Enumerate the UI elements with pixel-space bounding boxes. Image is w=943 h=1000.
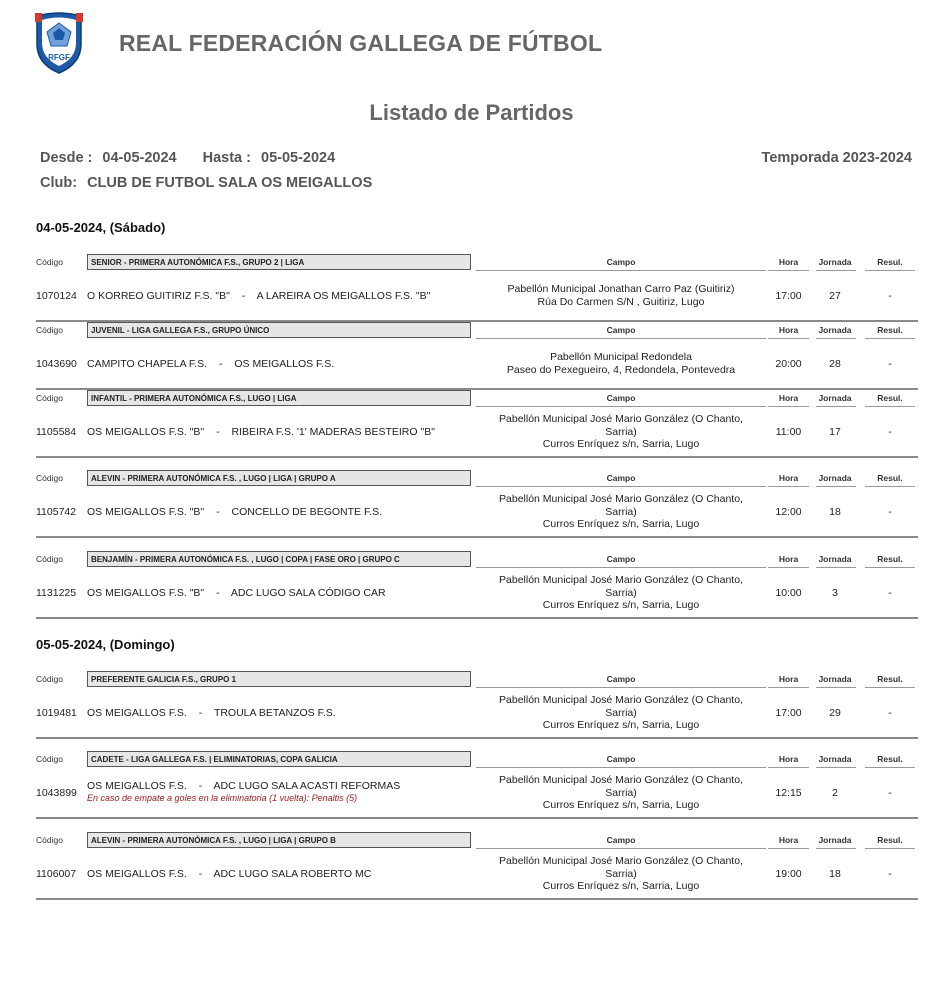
match-teams <box>87 358 334 370</box>
divider <box>768 486 809 487</box>
match-jornada: 27 <box>829 290 841 302</box>
match-jornada: 29 <box>829 707 841 719</box>
match-header <box>36 830 918 850</box>
page-header <box>33 10 913 76</box>
result-column-label: Resul. <box>877 325 903 335</box>
divider <box>865 486 915 487</box>
divider <box>865 270 915 271</box>
home-team: OS MEIGALLOS F.S. "B" <box>87 506 205 518</box>
venue-line: Pabellón Municipal José Mario González (O Chanto, <box>499 694 743 706</box>
divider <box>865 687 915 688</box>
divider <box>476 567 766 568</box>
venue-line: Curros Enríquez s/n, Sarria, Lugo <box>542 518 700 530</box>
report-filters <box>40 150 912 200</box>
jornada-column-label: Jornada <box>818 325 852 335</box>
match-venue <box>476 855 766 893</box>
logo-text: RFGF <box>48 53 70 62</box>
home-team: OS MEIGALLOS F.S. <box>87 868 187 880</box>
match-row <box>36 689 918 737</box>
divider <box>816 687 856 688</box>
match-row <box>36 488 918 536</box>
divider <box>476 338 766 339</box>
home-team: OS MEIGALLOS F.S. "B" <box>87 587 205 599</box>
result-column-label: Resul. <box>877 674 903 684</box>
match-row <box>36 408 918 456</box>
match-block <box>36 388 918 458</box>
match-teams <box>87 506 382 518</box>
match-time: 12:15 <box>775 787 802 799</box>
match-result: - <box>888 707 892 719</box>
divider <box>476 406 766 407</box>
divider <box>476 687 766 688</box>
campo-column-label: Campo <box>606 835 636 845</box>
team-separator: - <box>216 426 220 438</box>
divider <box>476 848 766 849</box>
home-team: O KORREO GUITIRIZ F.S. "B" <box>87 290 230 302</box>
divider <box>768 567 809 568</box>
competition-name: ALEVIN - PRIMERA AUTONÓMICA F.S. , LUGO | LIGA | GRUPO B <box>87 832 471 848</box>
venue-line: Rúa Do Carmen S/N , Guitiriz, Lugo <box>537 295 705 308</box>
match-code: 1106007 <box>36 868 77 880</box>
match-jornada: 18 <box>829 506 841 518</box>
divider <box>865 406 915 407</box>
home-team: OS MEIGALLOS F.S. <box>87 780 187 792</box>
match-row <box>36 850 918 898</box>
match-venue <box>476 413 766 451</box>
away-team: ADC LUGO SALA ACASTI REFORMAS <box>213 780 401 792</box>
divider <box>816 270 856 271</box>
hasta-value: 05-05-2024 <box>261 150 336 166</box>
match-venue <box>476 574 766 612</box>
venue-line: Pabellón Municipal José Mario González (O Chanto, <box>499 574 743 586</box>
campo-column-label: Campo <box>606 554 636 564</box>
hasta-label: Hasta : <box>202 150 251 166</box>
jornada-column-label: Jornada <box>818 754 852 764</box>
match-teams <box>87 587 386 599</box>
divider <box>476 767 766 768</box>
result-column-label: Resul. <box>877 257 903 267</box>
match-time: 20:00 <box>775 358 802 370</box>
match-venue <box>476 493 766 531</box>
campo-column-label: Campo <box>606 325 636 335</box>
club-label: Club: <box>40 175 78 191</box>
match-block <box>36 468 918 538</box>
divider <box>768 338 809 339</box>
venue-line: Curros Enríquez s/n, Sarria, Lugo <box>542 438 700 450</box>
desde-label: Desde : <box>40 150 93 166</box>
jornada-column-label: Jornada <box>818 554 852 564</box>
competition-name: INFANTIL - PRIMERA AUTONÓMICA F.S., LUGO | LIGA <box>87 390 471 406</box>
match-code: 1043899 <box>36 787 77 799</box>
divider <box>768 270 809 271</box>
divider <box>768 687 809 688</box>
divider <box>865 567 915 568</box>
divider <box>816 567 856 568</box>
rfgf-logo-icon <box>33 10 85 74</box>
result-column-label: Resul. <box>877 835 903 845</box>
codigo-column-label: Código <box>36 473 63 483</box>
match-code: 1105584 <box>36 426 77 438</box>
campo-column-label: Campo <box>606 473 636 483</box>
venue-line: Paseo do Pexegueiro, 4, Redondela, Pontevedra <box>506 363 736 376</box>
match-jornada: 28 <box>829 358 841 370</box>
codigo-column-label: Código <box>36 674 63 684</box>
home-team: CAMPITO CHAPELA F.S. <box>87 358 208 370</box>
competition-name: JUVENIL - LIGA GALLEGA F.S., GRUPO ÚNICO <box>87 322 471 338</box>
divider <box>476 486 766 487</box>
match-venue <box>476 774 766 812</box>
venue-line: Sarria) <box>605 867 637 880</box>
result-column-label: Resul. <box>877 393 903 403</box>
divider <box>816 406 856 407</box>
divider <box>865 338 915 339</box>
match-result: - <box>888 868 892 880</box>
match-code: 1105742 <box>36 506 77 518</box>
match-result: - <box>888 587 892 599</box>
team-separator: - <box>218 358 223 370</box>
team-separator: - <box>216 587 220 599</box>
match-result: - <box>888 426 892 438</box>
jornada-column-label: Jornada <box>818 257 852 267</box>
divider <box>768 767 809 768</box>
hora-column-label: Hora <box>778 257 799 267</box>
divider <box>768 848 809 849</box>
match-jornada: 17 <box>829 426 841 438</box>
match-block <box>36 252 918 322</box>
match-header <box>36 468 918 488</box>
campo-column-label: Campo <box>606 754 636 764</box>
venue-line: Sarria) <box>605 425 637 438</box>
away-team: OS MEIGALLOS F.S. <box>234 358 335 370</box>
campo-column-label: Campo <box>606 393 636 403</box>
venue-line: Pabellón Municipal Redondela <box>550 351 692 363</box>
venue-line: Curros Enríquez s/n, Sarria, Lugo <box>542 799 700 811</box>
venue-line: Sarria) <box>605 505 637 518</box>
campo-column-label: Campo <box>606 257 636 267</box>
match-block <box>36 830 918 900</box>
hora-column-label: Hora <box>778 393 799 403</box>
venue-line: Sarria) <box>605 706 637 719</box>
match-code: 1043690 <box>36 358 77 370</box>
venue-line: Curros Enríquez s/n, Sarria, Lugo <box>542 719 700 731</box>
codigo-column-label: Código <box>36 835 63 845</box>
match-time: 17:00 <box>775 290 802 302</box>
match-teams <box>87 780 400 792</box>
away-team: A LAREIRA OS MEIGALLOS F.S. "B" <box>256 290 431 302</box>
codigo-column-label: Código <box>36 393 63 403</box>
match-code: 1019481 <box>36 707 77 719</box>
match-header <box>36 388 918 408</box>
competition-name: BENJAMÍN - PRIMERA AUTONÓMICA F.S. , LUGO | COPA | FASE ORO | GRUPO C <box>87 551 471 567</box>
match-time: 12:00 <box>775 506 802 518</box>
competition-name: ALEVIN - PRIMERA AUTONÓMICA F.S. , LUGO | LIGA | GRUPO A <box>87 470 471 486</box>
match-code: 1070124 <box>36 290 77 302</box>
season-label: Temporada 2023-2024 <box>761 150 912 166</box>
home-team: OS MEIGALLOS F.S. <box>87 707 187 719</box>
venue-line: Sarria) <box>605 786 637 799</box>
codigo-column-label: Código <box>36 754 63 764</box>
jornada-column-label: Jornada <box>818 835 852 845</box>
divider <box>816 848 856 849</box>
result-column-label: Resul. <box>877 554 903 564</box>
day-heading: 05-05-2024, (Domingo) <box>36 637 175 652</box>
match-jornada: 3 <box>832 587 838 599</box>
away-team: ADC LUGO SALA CÓDIGO CAR <box>230 587 386 599</box>
match-time: 17:00 <box>775 707 802 719</box>
result-column-label: Resul. <box>877 473 903 483</box>
match-time: 11:00 <box>775 426 802 438</box>
divider <box>768 406 809 407</box>
home-team: OS MEIGALLOS F.S. "B" <box>87 426 205 438</box>
match-code: 1131225 <box>36 587 77 599</box>
venue-line: Pabellón Municipal José Mario González (O Chanto, <box>499 774 743 786</box>
match-result: - <box>888 358 892 370</box>
team-separator: - <box>198 707 203 719</box>
team-separator: - <box>216 506 220 518</box>
jornada-column-label: Jornada <box>818 674 852 684</box>
match-row <box>36 569 918 617</box>
hora-column-label: Hora <box>778 473 799 483</box>
match-jornada: 18 <box>829 868 841 880</box>
hora-column-label: Hora <box>778 835 799 845</box>
match-row <box>36 769 918 817</box>
away-team: ADC LUGO SALA ROBERTO MC <box>213 868 372 880</box>
match-time: 10:00 <box>775 587 802 599</box>
competition-name: CADETE - LIGA GALLEGA F.S. | ELIMINATORIAS, COPA GALICIA <box>87 751 471 767</box>
venue-line: Curros Enríquez s/n, Sarria, Lugo <box>542 599 700 611</box>
match-teams <box>87 868 371 880</box>
jornada-column-label: Jornada <box>818 473 852 483</box>
match-header <box>36 252 918 272</box>
match-header <box>36 749 918 769</box>
venue-line: Sarria) <box>605 586 637 599</box>
match-block <box>36 669 918 739</box>
match-block <box>36 749 918 819</box>
hora-column-label: Hora <box>778 674 799 684</box>
hora-column-label: Hora <box>778 554 799 564</box>
hora-column-label: Hora <box>778 325 799 335</box>
venue-line: Pabellón Municipal José Mario González (O Chanto, <box>499 413 743 425</box>
codigo-column-label: Código <box>36 257 63 267</box>
match-note: En caso de empate a goles en la eliminatoria (1 vuelta): Penaltis (5) <box>87 793 358 803</box>
venue-line: Curros Enríquez s/n, Sarria, Lugo <box>542 880 700 892</box>
match-block <box>36 549 918 619</box>
campo-column-label: Campo <box>606 674 636 684</box>
club-value: CLUB DE FUTBOL SALA OS MEIGALLOS <box>87 175 373 191</box>
match-header <box>36 669 918 689</box>
venue-line: Pabellón Municipal José Mario González (O Chanto, <box>499 493 743 505</box>
match-header <box>36 549 918 569</box>
match-time: 19:00 <box>775 868 802 880</box>
match-venue <box>476 283 766 308</box>
match-result: - <box>888 506 892 518</box>
match-venue <box>476 351 766 376</box>
venue-line: Pabellón Municipal Jonathan Carro Paz (Guitiriz) <box>507 283 735 295</box>
codigo-column-label: Código <box>36 554 63 564</box>
day-heading: 04-05-2024, (Sábado) <box>36 220 166 235</box>
match-row <box>36 340 918 388</box>
divider <box>816 767 856 768</box>
competition-name: SENIOR - PRIMERA AUTONÓMICA F.S., GRUPO 2 | LIGA <box>87 254 471 270</box>
match-teams <box>87 707 336 719</box>
codigo-column-label: Código <box>36 325 63 335</box>
hora-column-label: Hora <box>778 754 799 764</box>
jornada-column-label: Jornada <box>818 393 852 403</box>
team-separator: - <box>198 780 203 792</box>
match-row <box>36 272 918 320</box>
match-result: - <box>888 787 892 799</box>
team-separator: - <box>241 290 246 302</box>
divider <box>865 767 915 768</box>
organization-title: REAL FEDERACIÓN GALLEGA DE FÚTBOL <box>119 30 603 56</box>
desde-value: 04-05-2024 <box>102 150 177 166</box>
match-venue <box>476 694 766 732</box>
competition-name: PREFERENTE GALICIA F.S., GRUPO 1 <box>87 671 471 687</box>
divider <box>816 338 856 339</box>
away-team: CONCELLO DE BEGONTE F.S. <box>231 506 383 518</box>
match-block <box>36 320 918 390</box>
away-team: TROULA BETANZOS F.S. <box>213 707 336 719</box>
match-header <box>36 320 918 340</box>
match-result: - <box>888 290 892 302</box>
divider <box>865 848 915 849</box>
document-title: Listado de Partidos <box>369 100 574 125</box>
result-column-label: Resul. <box>877 754 903 764</box>
venue-line: Pabellón Municipal José Mario González (O Chanto, <box>499 855 743 867</box>
match-teams <box>87 290 430 302</box>
team-separator: - <box>198 868 203 880</box>
away-team: RIBEIRA F.S. '1' MADERAS BESTEIRO "B" <box>231 426 435 438</box>
divider <box>816 486 856 487</box>
divider <box>476 270 766 271</box>
match-teams <box>87 426 435 438</box>
match-jornada: 2 <box>832 787 838 799</box>
